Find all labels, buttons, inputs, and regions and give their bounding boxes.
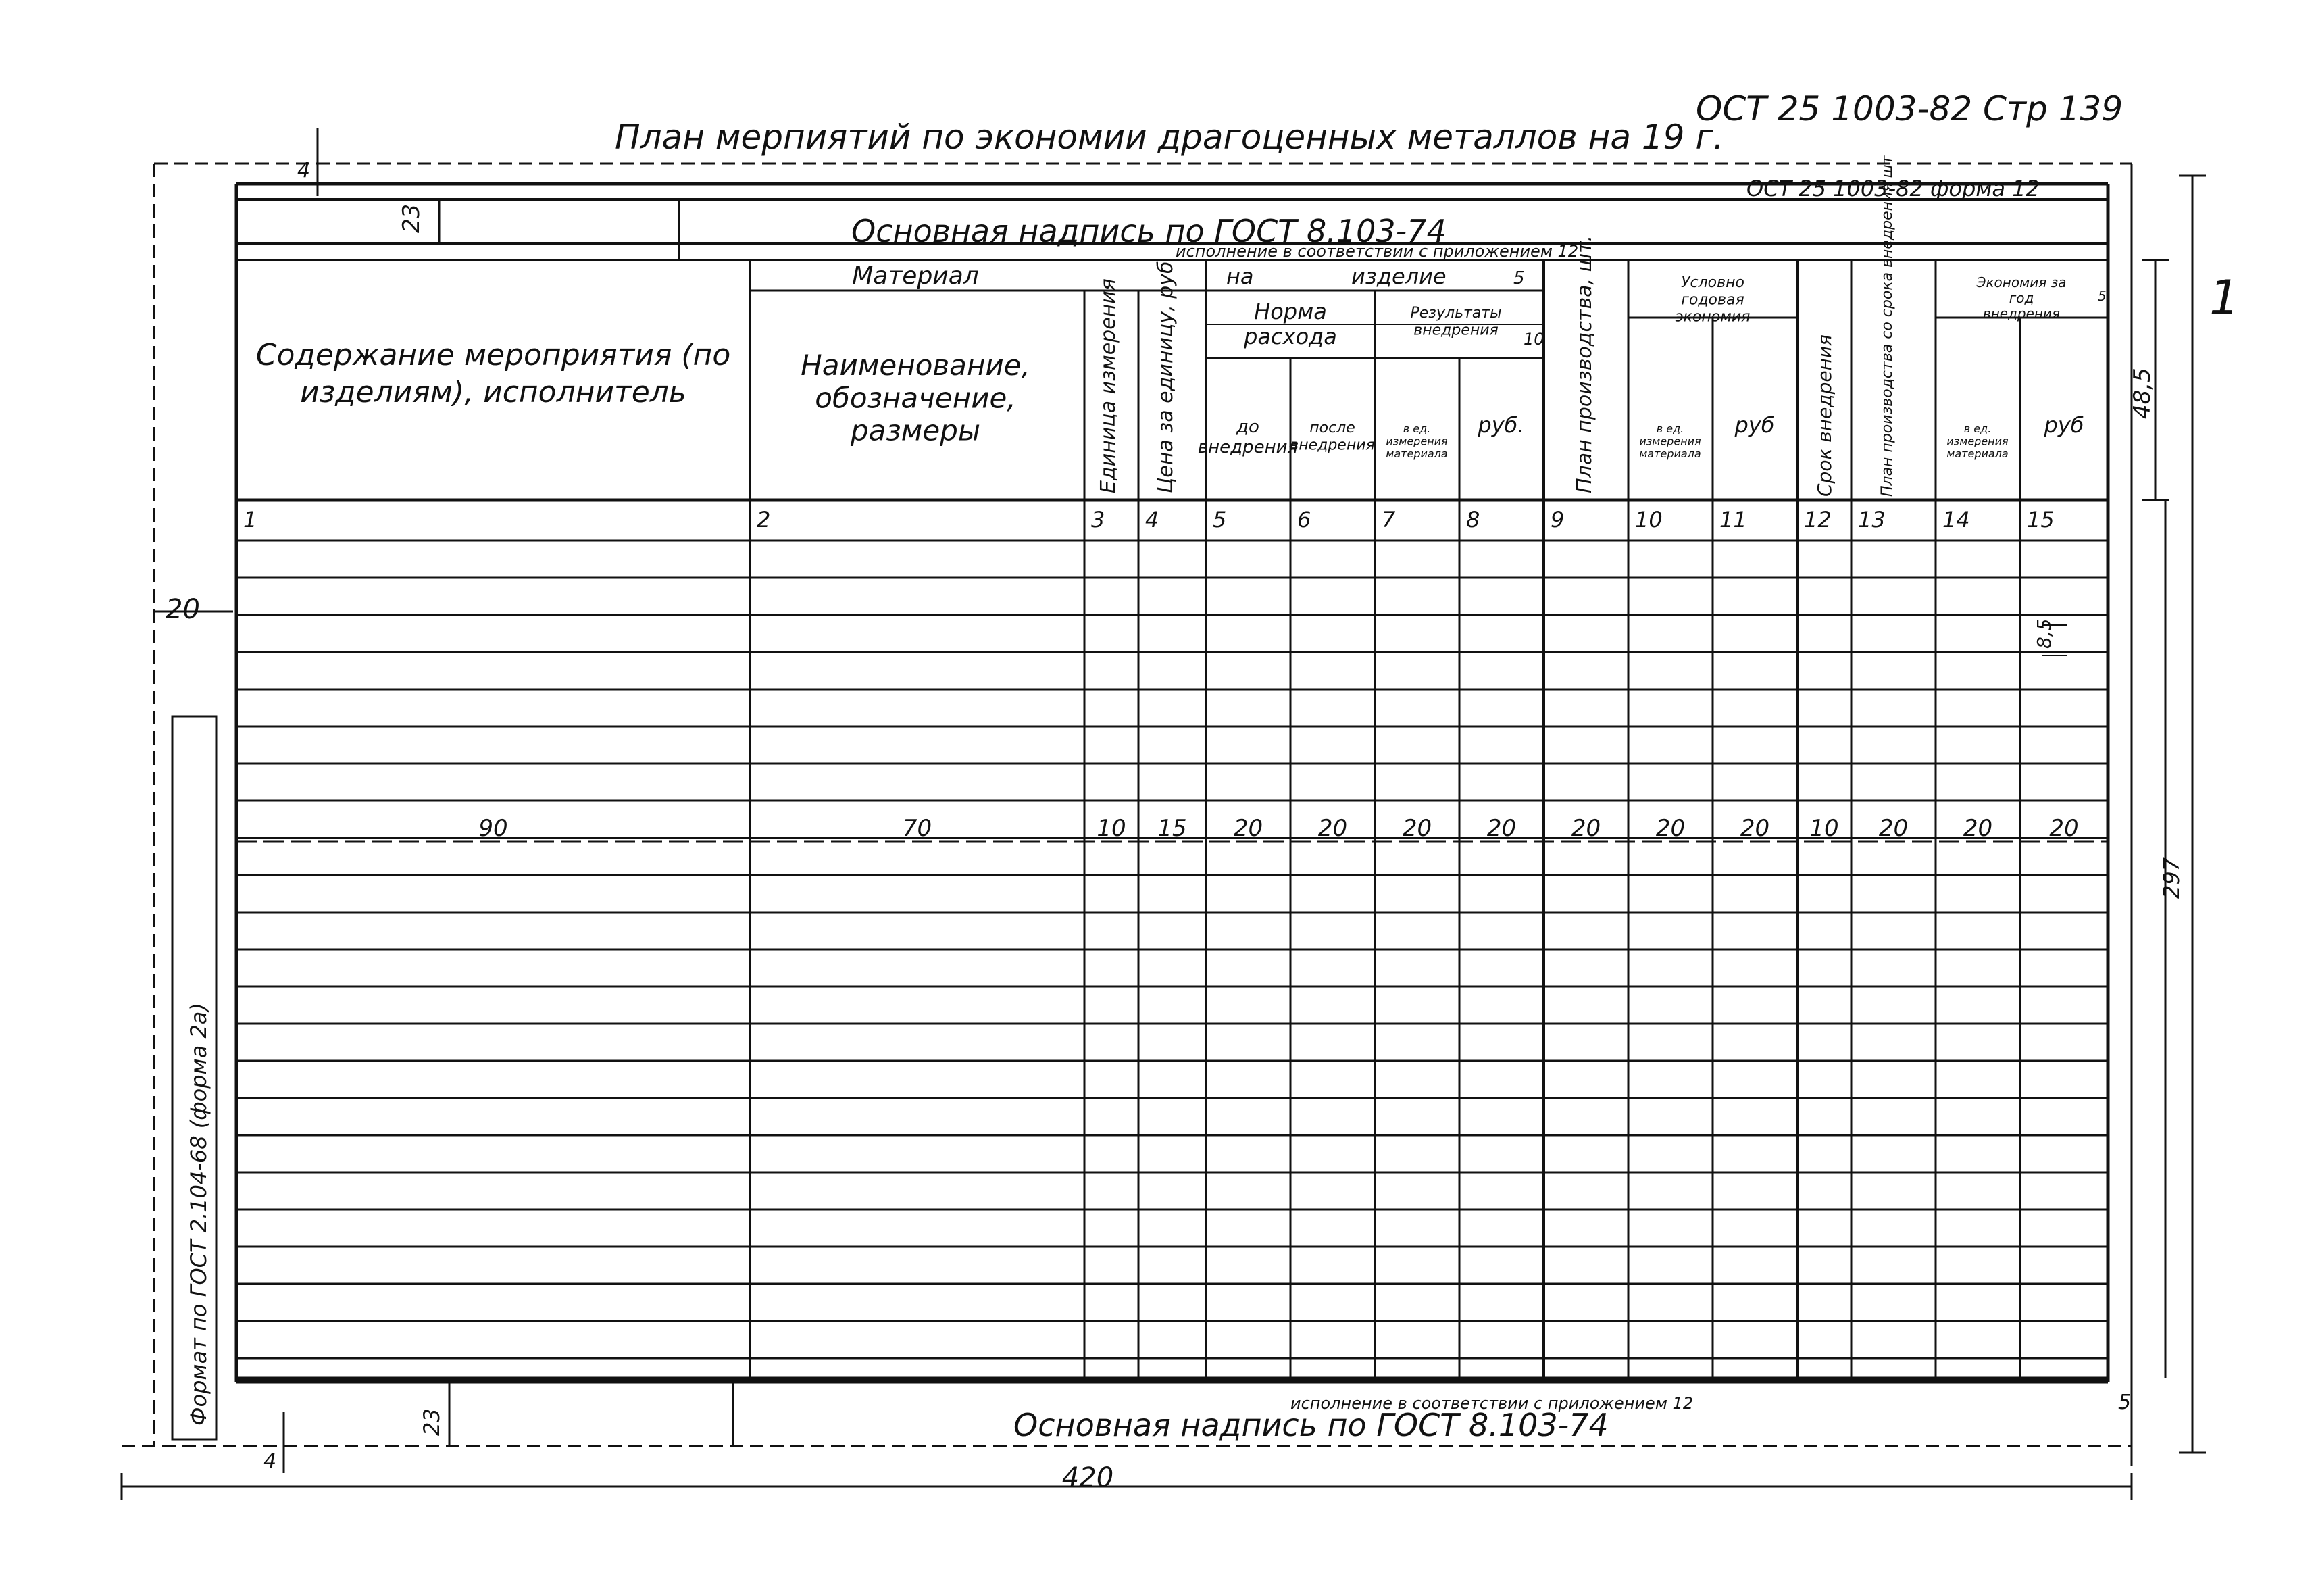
col-3-header: Единица измерения bbox=[1097, 278, 1120, 493]
col-13-header: План производства со срока внедрения шт bbox=[1879, 155, 1896, 497]
column-number: 10 bbox=[1635, 507, 1663, 532]
row-height-dim: 8,5 bbox=[2033, 618, 2055, 649]
column-number: 4 bbox=[1145, 507, 1159, 532]
column-number: 2 bbox=[757, 507, 771, 532]
col-12-header: Срок внедрения bbox=[1813, 334, 1836, 497]
column-width-dim: 15 bbox=[1157, 815, 1187, 842]
group-marker-1: 5 bbox=[1513, 268, 1525, 289]
top-block-dim: 23 bbox=[398, 203, 425, 233]
col-4-header: Цена за единицу, руб bbox=[1154, 261, 1178, 493]
column-width-dim: 20 bbox=[1317, 815, 1348, 842]
column-number: 15 bbox=[2027, 507, 2055, 532]
column-width-dim: 20 bbox=[1963, 815, 1993, 842]
column-width-dim: 20 bbox=[1655, 815, 1686, 842]
column-number: 5 bbox=[1213, 507, 1227, 532]
column-number: 7 bbox=[1382, 507, 1396, 532]
col-9-header: План производства, шт. bbox=[1573, 234, 1596, 493]
column-number: 1 bbox=[243, 507, 257, 532]
column-width-dim: 10 bbox=[1809, 815, 1839, 842]
body-rows bbox=[236, 541, 2108, 1358]
column-number: 3 bbox=[1091, 507, 1105, 532]
column-number: 13 bbox=[1858, 507, 1886, 532]
column-width-dim: 20 bbox=[2049, 815, 2079, 842]
column-width-dim: 90 bbox=[478, 815, 508, 842]
norm-group-header: Норма расхода bbox=[1244, 299, 1337, 349]
column-number: 9 bbox=[1551, 507, 1565, 532]
column-number: 8 bbox=[1466, 507, 1480, 532]
col-8-header: руб. bbox=[1478, 412, 1525, 438]
col-6-header: после внедрения bbox=[1290, 420, 1375, 454]
col-14-header: в ед. измерения материала bbox=[1946, 422, 2009, 460]
bottom-gap-dim: 4 bbox=[263, 1449, 277, 1473]
left-margin-note: Формат по ГОСТ 2.104-68 (форма 2а) bbox=[186, 1003, 211, 1426]
standard-ref: ОСТ 25 1003-82 Стр 139 bbox=[1696, 89, 2123, 128]
column-number: 6 bbox=[1297, 507, 1311, 532]
col-15-header: руб bbox=[2044, 412, 2084, 438]
column-width-dim: 20 bbox=[1486, 815, 1517, 842]
plan-title: План мерпиятий по экономии драгоценных металлов на 19 г. bbox=[615, 118, 1724, 157]
col-2-header: Наименование, обозначение, размеры bbox=[801, 349, 1030, 447]
top-inscription-note: исполнение в соответствии с приложением 12 bbox=[1176, 242, 1579, 261]
column-width-dim: 20 bbox=[1402, 815, 1432, 842]
column-width-dim: 70 bbox=[902, 815, 932, 842]
group-marker-3: 5 bbox=[2098, 288, 2107, 304]
result-group-header: Результаты внедрения bbox=[1410, 305, 1502, 339]
cond-group-header: Условно годовая экономия bbox=[1675, 274, 1751, 326]
econ-group-header: Экономия за год внедрения bbox=[1976, 274, 2067, 322]
column-number: 11 bbox=[1719, 507, 1747, 532]
column-width-dim: 10 bbox=[1097, 815, 1126, 842]
top-gap-dim: 4 bbox=[297, 159, 311, 182]
col-11-header: руб bbox=[1734, 412, 1775, 438]
column-width-dim: 20 bbox=[1233, 815, 1263, 842]
column-width-dim: 20 bbox=[1878, 815, 1909, 842]
bottom-inscription-note: исполнение в соответствии с приложением 12 bbox=[1290, 1394, 1694, 1413]
column-number: 12 bbox=[1804, 507, 1832, 532]
column-numbers bbox=[243, 507, 2055, 532]
sheet-width-dim: 420 bbox=[1061, 1462, 1114, 1493]
material-group-header: Материал bbox=[852, 262, 979, 290]
column-width-dim: 20 bbox=[1740, 815, 1770, 842]
group-marker-2: 10 bbox=[1524, 330, 1544, 349]
header-height-dim: 48,5 bbox=[2129, 368, 2156, 419]
on-group-header: на bbox=[1226, 264, 1254, 289]
col-1-header: Содержание мероприятия (по изделиям), исполнитель bbox=[255, 338, 731, 410]
top-inscription: Основная надпись по ГОСТ 8.103-74 bbox=[851, 213, 1447, 249]
left-margin-dim: 20 bbox=[166, 594, 200, 625]
column-width-dim: 20 bbox=[1571, 815, 1601, 842]
col-7-header: в ед. измерения материала bbox=[1386, 422, 1448, 460]
bottom-block-dim-23: 23 bbox=[419, 1408, 445, 1436]
column-number: 14 bbox=[1942, 507, 1970, 532]
col-5-header: до внедрения bbox=[1197, 417, 1299, 457]
bottom-inscription: Основная надпись по ГОСТ 8.103-74 bbox=[1013, 1407, 1609, 1443]
product-group-header: изделие bbox=[1351, 264, 1447, 289]
col-10-header: в ед. измерения материала bbox=[1639, 422, 1701, 460]
bottom-block-dim: 5 bbox=[2118, 1391, 2132, 1414]
sheet-height-dim: 297 bbox=[2159, 857, 2184, 899]
corner-mark: 1 bbox=[2209, 270, 2240, 326]
form-ref: ОСТ 25 1003-82 форма 12 bbox=[1746, 176, 2040, 201]
